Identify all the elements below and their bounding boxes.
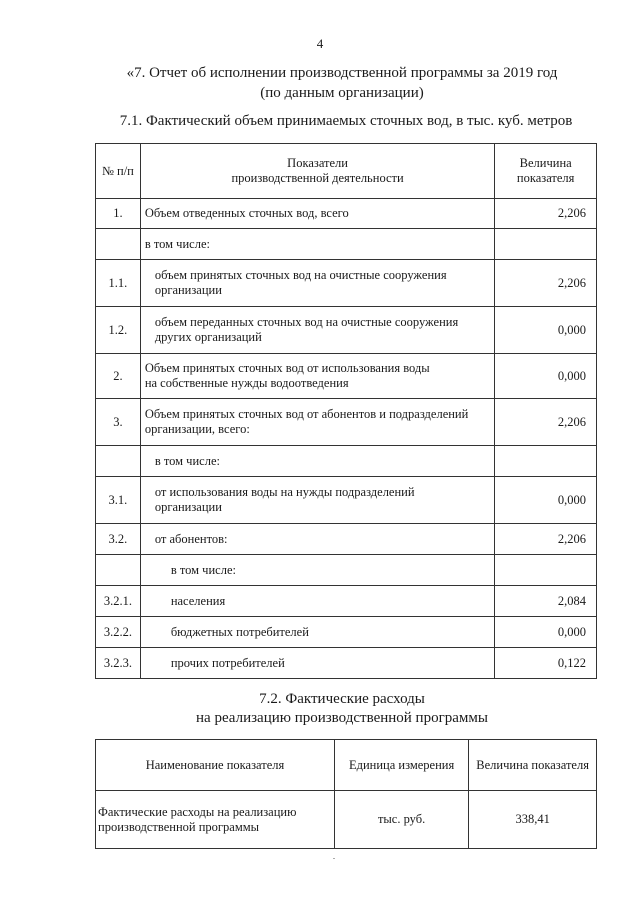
report-title-line2: (по данным организации)	[260, 85, 424, 101]
table-row: 1.1. объем принятых сточных вод на очистные сооружения организации 2,206	[96, 260, 597, 307]
table-header-row	[96, 144, 597, 199]
page-number: 4	[316, 36, 324, 51]
header-value: Величина показателя	[469, 740, 597, 791]
table-row: 3. Объем принятых сточных вод от абонентов и подразделений организации, всего: 2,206	[96, 399, 597, 446]
table-row: 3.2.1. населения 2,084	[96, 586, 597, 617]
table-row: 1.2. объем переданных сточных вод на очистные сооружения других организаций 0,000	[96, 307, 597, 354]
section-7-2-title-line1: 7.2. Фактические расходы	[259, 691, 425, 707]
table-row: 3.2.2. бюджетных потребителей 0,000	[96, 617, 597, 648]
scan-speck	[333, 858, 335, 859]
wastewater-volume-table	[95, 143, 597, 679]
table-row: 3.2.3. прочих потребителей 0,122	[96, 648, 597, 679]
table-row: в том числе:	[96, 555, 597, 586]
header-num: № п/п	[96, 144, 141, 199]
section-7-1-title: 7.1. Фактический объем принимаемых сточных вод, в тыс. куб. метров	[119, 113, 573, 129]
header-value: Величина показателя	[495, 144, 597, 199]
table-row: 3.2. от абонентов: 2,206	[96, 524, 597, 555]
table-header-row	[96, 740, 597, 791]
table-row: в том числе:	[96, 229, 597, 260]
table-row: 1. Объем отведенных сточных вод, всего 2,206	[96, 199, 597, 229]
header-unit: Единица измерения	[334, 740, 468, 791]
table-row: 2. Объем принятых сточных вод от использования воды на собственные нужды водоотведения 0,000	[96, 354, 597, 399]
section-7-2-title-line2: на реализацию производственной программы	[196, 710, 488, 726]
header-indicator-name: Наименование показателя	[96, 740, 335, 791]
report-title-line1: «7. Отчет об исполнении производственной программы за 2019 год	[126, 65, 558, 81]
actual-expenses-table	[95, 739, 597, 849]
table-row: Фактические расходы на реализацию производственной программы тыс. руб. 338,41	[96, 791, 597, 849]
table-row: 3.1. от использования воды на нужды подразделений организации 0,000	[96, 477, 597, 524]
table-row: в том числе:	[96, 446, 597, 477]
header-indicator: Показатели производственной деятельности	[140, 144, 495, 199]
